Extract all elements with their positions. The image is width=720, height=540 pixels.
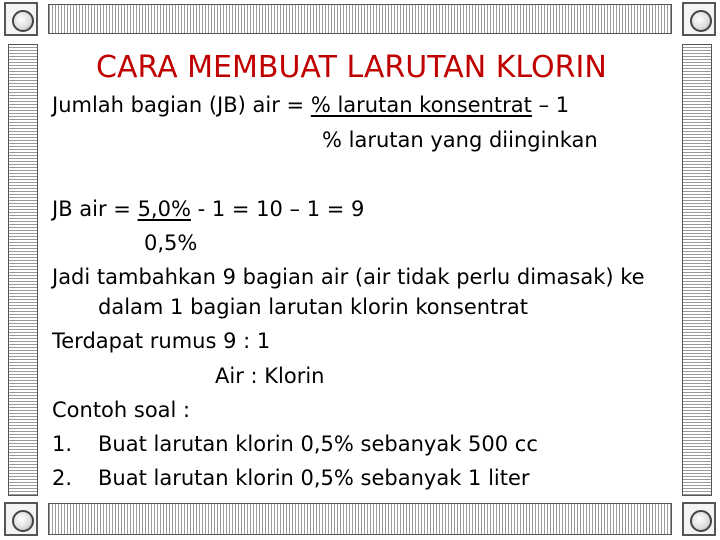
slide-title: CARA MEMBUAT LARUTAN KLORIN: [96, 50, 607, 85]
list-item: [52, 434, 538, 455]
list-item-text: Buat larutan klorin 0,5% sebanyak 500 cc: [98, 432, 538, 456]
formula-suffix: – 1: [531, 93, 570, 117]
conclusion-line-2: dalam 1 bagian larutan klorin konsentrat: [98, 295, 529, 319]
conclusion-line-1: Jadi tambahkan 9 bagian air (air tidak perlu dimasak) ke: [52, 265, 645, 289]
ratio-labels: Air : Klorin: [215, 364, 325, 388]
list-item-text: Buat larutan klorin 0,5% sebanyak 1 liter: [98, 466, 530, 490]
calc-lhs: JB air =: [52, 197, 138, 221]
formula-lhs: Jumlah bagian (JB) air =: [52, 93, 311, 117]
ratio-line: Terdapat rumus 9 : 1: [52, 329, 271, 353]
calc-numerator: 5,0%: [137, 197, 191, 221]
calc-denominator: 0,5%: [144, 231, 198, 255]
formula-line: [52, 95, 569, 116]
calc-rest: - 1 = 10 – 1 = 9: [190, 197, 365, 221]
formula-denominator: % larutan yang diinginkan: [322, 128, 598, 152]
list-item-number: 1.: [52, 432, 73, 456]
formula-numerator: % larutan konsentrat: [310, 93, 532, 117]
list-item: [52, 468, 530, 489]
calc-line: [52, 199, 364, 220]
example-heading: Contoh soal :: [52, 398, 191, 422]
list-item-number: 2.: [52, 466, 73, 490]
